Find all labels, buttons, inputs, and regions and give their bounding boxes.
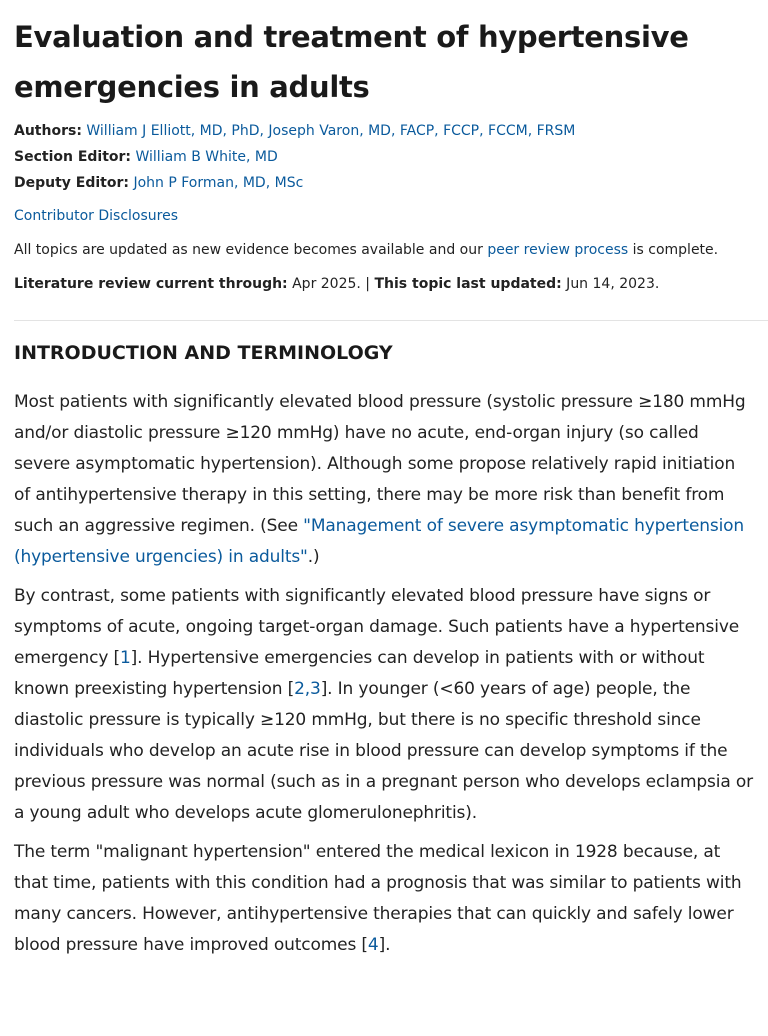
reference-link-1[interactable]: 1 [120, 648, 131, 668]
update-note-after: is complete. [628, 242, 719, 258]
paragraph-3-text-2: ]. [378, 935, 391, 955]
authors-line [14, 118, 756, 144]
review-dates [14, 272, 756, 296]
review-separator: | [360, 276, 375, 292]
section-editor-line [14, 144, 756, 170]
lit-review-value: Apr 2025. [287, 276, 361, 292]
header-divider [14, 320, 768, 321]
deputy-editor-label: Deputy Editor: [14, 175, 129, 191]
article-page [0, 12, 768, 1036]
update-note [14, 238, 756, 262]
authors-label: Authors: [14, 123, 82, 139]
deputy-editor-line [14, 170, 756, 196]
section-editor-label: Section Editor: [14, 149, 132, 165]
paragraph-2-text-1: By contrast, some patients with significantly elevated blood pressure have signs or symptoms of acute, ongoing target-organ damage. Such patients have a hypertensive emergency [ [14, 586, 740, 668]
paragraph-3-text-1: The term "malignant hypertension" entered the medical lexicon in 1928 because, at that time, patients with this condition had a prognosis that was similar to patients with many cancers. However, antihypertensive therapies that can quickly and safely lower blood pressure have improved outcomes [ [14, 842, 742, 955]
paragraph-1-text: Most patients with significantly elevated blood pressure (systolic pressure ≥180 mmHg and/or diastolic pressure ≥120 mmHg) have no acute, end-organ injury (so called severe asymptomatic hypertension). Although some propose relatively rapid initiation of antihypertensive therapy in this setting, there may be more risk than benefit from such an aggressive regimen. (See [14, 392, 746, 536]
article-title: Evaluation and treatment of hypertensive emergencies in adults [14, 20, 689, 104]
paragraph-2-text-3: ]. In younger (<60 years of age) people, the diastolic pressure is typically ≥120 mmHg, but there is no specific threshold since individuals who develop an acute rise in blood pressure can develop symptoms if the previous pressure was normal (such as in a pregnant person who develops eclampsia or a young adult who develops acute glomerulonephritis). [14, 679, 753, 823]
peer-review-process-link[interactable]: peer review process [487, 242, 629, 258]
last-updated-label: This topic last updated: [374, 276, 562, 292]
section-heading: INTRODUCTION AND TERMINOLOGY [14, 342, 393, 364]
management-topic-link[interactable]: "Management of severe asymptomatic hypertension (hypertensive urgencies) in adults" [14, 516, 745, 567]
lit-review-label: Literature review current through: [14, 276, 288, 292]
last-updated-value: Jun 14, 2023. [561, 276, 660, 292]
contributor-disclosures-link[interactable]: Contributor Disclosures [14, 208, 179, 224]
paragraph-1 [14, 387, 756, 573]
deputy-editor-link[interactable]: John P Forman, MD, MSc [133, 175, 304, 191]
reference-link-2-3[interactable]: 2,3 [294, 679, 321, 699]
paragraph-1-end: .) [307, 547, 320, 567]
update-note-before: All topics are updated as new evidence becomes available and our [14, 242, 488, 258]
section-editor-link[interactable]: William B White, MD [135, 149, 278, 165]
authors-link[interactable]: William J Elliott, MD, PhD, Joseph Varon, MD, FACP, FCCP, FCCM, FRSM [86, 123, 576, 139]
paragraph-2-text-2: ]. Hypertensive emergencies can develop in patients with or without known preexisting hypertension [ [14, 648, 705, 699]
contributor-disclosures-row [14, 204, 756, 228]
reference-link-4[interactable]: 4 [367, 935, 379, 955]
paragraph-3 [14, 837, 756, 961]
paragraph-2 [14, 581, 756, 829]
